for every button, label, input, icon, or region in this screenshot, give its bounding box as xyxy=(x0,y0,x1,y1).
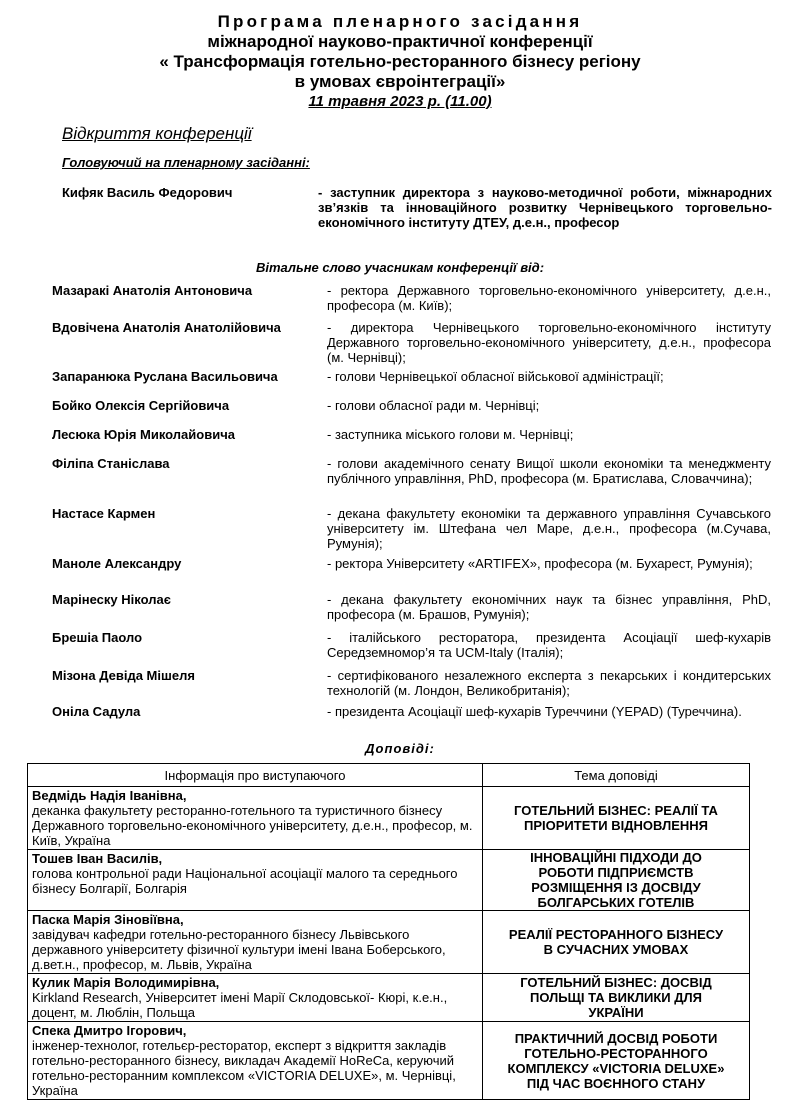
report-topic: ПРАКТИЧНИЙ ДОСВІД РОБОТИ ГОТЕЛЬНО-РЕСТОРАННОГО КОМПЛЕКСУ «VICTORIA DELUXE» ПІД ЧАС ВОЄННОГО СТАНУ xyxy=(483,1022,750,1100)
guest-role: - декана факультету економічних наук та бізнес управління, PhD, професора (м. Брашов, Румунія); xyxy=(327,592,771,622)
conference-date: 11 травня 2023 р. (11.00) xyxy=(308,93,492,110)
speaker-name: Паска Марія Зіновіївна, xyxy=(32,912,184,927)
reports-table xyxy=(27,763,750,1100)
title-line-2: міжнародної науково-практичної конференції xyxy=(207,32,593,51)
guest-role: - голови обласної ради м. Чернівці; xyxy=(327,398,540,413)
guest-role: - сертифікованого незалежного експерта з пекарських і кондитерських технологій (м. Лондон, Великобританія); xyxy=(327,668,771,698)
guest-name: Бойко Олексія Сергійовича xyxy=(52,398,230,413)
report-topic: РЕАЛІЇ РЕСТОРАННОГО БІЗНЕСУ В СУЧАСНИХ УМОВАХ xyxy=(483,911,750,974)
welcome-heading: Вітальне слово учасникам конференції від: xyxy=(255,260,545,275)
speaker-details: завідувач кафедри готельно-ресторанного бізнесу Львівського державного університету фізичної культури імені Івана Боберського, д.вет.н., професор, м. Львів, Україна xyxy=(32,927,446,972)
speaker-cell xyxy=(28,911,483,974)
guest-role: - голови Чернівецької обласної військової адміністрації; xyxy=(327,369,664,384)
guest-name: Запаранюка Руслана Васильовича xyxy=(52,369,278,384)
speaker-details: інженер-технолог, готельєр-ресторатор, експерт з відкриття закладів готельно-ресторанного бізнесу, викладач Академії HoReCa, керуючий готельно-ресторанним комплексом «VICTORIA DELUXE», м. Чернівці, Україна xyxy=(32,1038,456,1098)
guest-name: Маноле Александру xyxy=(52,556,182,571)
report-topic: ІННОВАЦІЙНІ ПІДХОДИ ДО РОБОТИ ПІДПРИЄМСТВ РОЗМІЩЕННЯ ІЗ ДОСВІДУ БОЛГАРСЬКИХ ГОТЕЛІВ xyxy=(483,850,750,911)
guest-name: Оніла Садула xyxy=(52,704,141,719)
guest-name: Брешіа Паоло xyxy=(52,630,143,645)
column-header-topic: Тема доповіді xyxy=(483,764,750,787)
speaker-details: деканка факультету ресторанно-готельного та туристичного бізнесу Державного торговельно-економічного університету, д.е.н., професор, м. Київ, Україна xyxy=(32,803,473,848)
guest-name: Мізона Девіда Мішеля xyxy=(52,668,195,683)
speaker-name: Тошев Іван Василів, xyxy=(32,851,163,866)
speaker-details: Kirkland Research, Університет імені Марії Склодовської- Кюрі, к.е.н., доцент, м. Люблін, Польща xyxy=(32,990,448,1020)
guest-role: - президента Асоціації шеф-кухарів Туреччини (YEPAD) (Туреччина). xyxy=(327,704,742,719)
speaker-cell xyxy=(28,974,483,1022)
title-line-1: Програма пленарного засідання xyxy=(217,12,583,31)
column-header-speaker: Інформація про виступаючого xyxy=(28,764,483,787)
guest-role: - заступника міського голови м. Чернівці; xyxy=(327,427,574,442)
guest-role: - голови академічного сенату Вищої школи економіки та менеджменту публічного управління, PhD, професора (м. Братислава, Словаччина); xyxy=(327,456,771,486)
table-row xyxy=(28,974,750,1022)
title-line-4: в умовах євроінтеграції» xyxy=(294,72,506,91)
chair-role: - заступник директора з науково-методичної роботи, міжнародних зв’язків та інноваційного розвитку Чернівецького торговельно-економічного інституту ДТЕУ, д.е.н., професор xyxy=(318,185,772,230)
guest-role: - ректора Університету «ARTIFEX», професора (м. Бухарест, Румунія); xyxy=(327,556,753,571)
guest-name: Настасе Кармен xyxy=(52,506,156,521)
table-row xyxy=(28,1022,750,1100)
speaker-cell xyxy=(28,850,483,911)
document-title xyxy=(0,0,800,112)
speaker-details: голова контрольної ради Національної асоціації малого та середнього бізнесу Болгарії, Болгарія xyxy=(32,866,458,896)
reports-heading: Доповіді: xyxy=(365,741,435,756)
report-topic: ГОТЕЛЬНИЙ БІЗНЕС: ДОСВІД ПОЛЬЩІ ТА ВИКЛИКИ ДЛЯ УКРАЇНИ xyxy=(483,974,750,1022)
table-row xyxy=(28,850,750,911)
title-line-3: « Трансформація готельно-ресторанного бізнесу регіону xyxy=(159,52,641,71)
table-row xyxy=(28,911,750,974)
guest-name: Мазаракі Анатолія Антоновича xyxy=(52,283,253,298)
guest-name: Марінеску Ніколає xyxy=(52,592,171,607)
guest-role: - декана факультету економіки та державного управління Сучавського університету ім. Штефана чел Маре, д.е.н., професора (м.Сучава, Румунія); xyxy=(327,506,771,551)
speaker-name: Кулик Марія Володимирівна, xyxy=(32,975,220,990)
report-topic: ГОТЕЛЬНИЙ БІЗНЕС: РЕАЛІЇ ТА ПРІОРИТЕТИ ВІДНОВЛЕННЯ xyxy=(483,787,750,850)
speaker-cell xyxy=(28,787,483,850)
opening-heading: Відкриття конференції xyxy=(62,124,252,143)
guest-role: - італійського ресторатора, президента Асоціації шеф-кухарів Середземномор’я та UCM-Italy (Італія); xyxy=(327,630,771,660)
guest-role: - ректора Державного торговельно-економічного університету, д.е.н., професора (м. Київ); xyxy=(327,283,771,313)
speaker-name: Спека Дмитро Ігорович, xyxy=(32,1023,187,1038)
chair-heading: Головуючий на пленарному засіданні: xyxy=(62,155,310,170)
guest-role: - директора Чернівецького торговельно-економічного інституту Державного торговельно-економічного університету, д.е.н., професора (м. Чернівці); xyxy=(327,320,771,365)
speaker-cell xyxy=(28,1022,483,1100)
chair-name: Кифяк Василь Федорович xyxy=(62,185,233,200)
table-header-row xyxy=(28,764,750,787)
guest-name: Лесюка Юрія Миколайовича xyxy=(52,427,235,442)
guest-name: Вдовічена Анатолія Анатолійовича xyxy=(52,320,281,335)
guest-name: Філіпа Станіслава xyxy=(52,456,170,471)
table-row xyxy=(28,787,750,850)
speaker-name: Ведмідь Надія Іванівна, xyxy=(32,788,187,803)
